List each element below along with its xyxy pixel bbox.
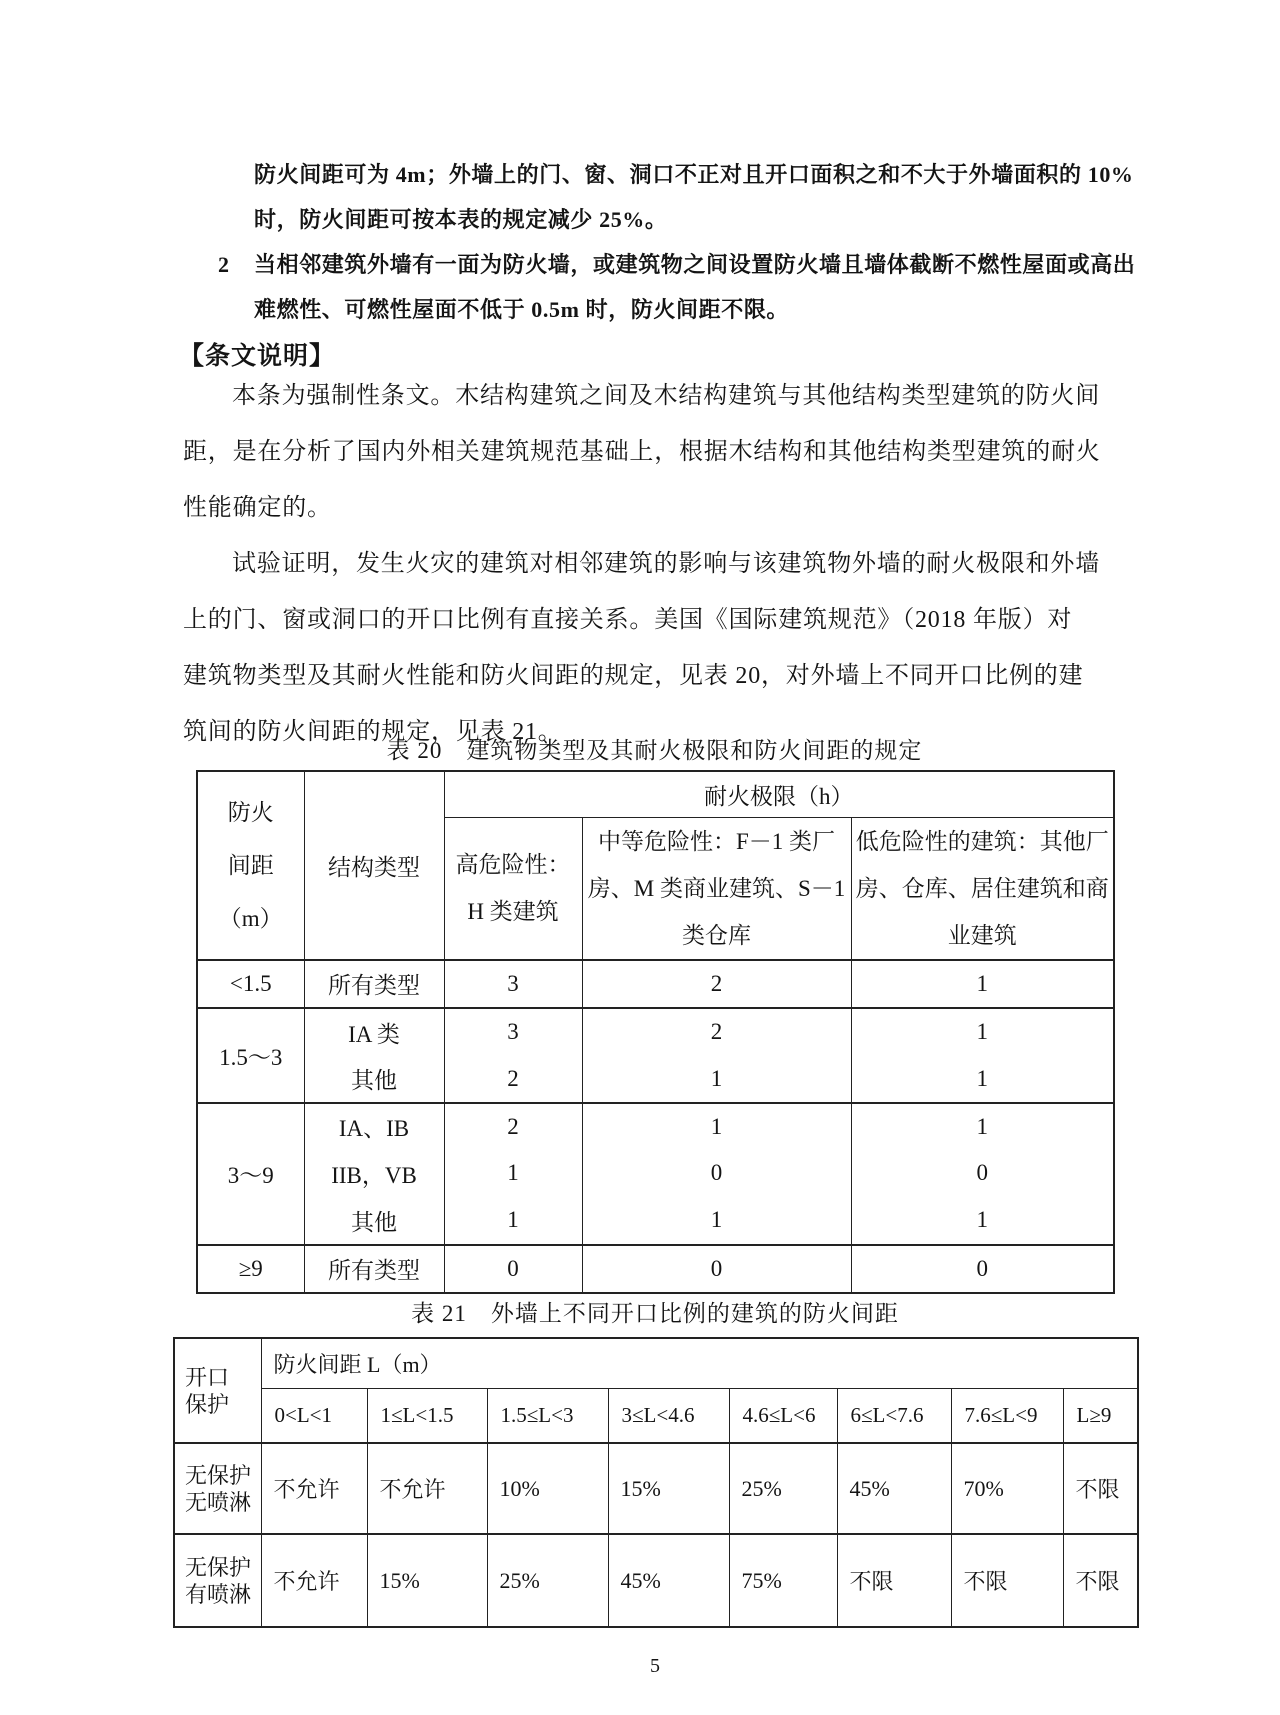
cell-type: IIB，VB <box>304 1150 444 1197</box>
range-header: 4.6≤L<6 <box>729 1388 837 1443</box>
range-header: 7.6≤L<9 <box>951 1388 1063 1443</box>
cell-value: 1 <box>851 1103 1114 1150</box>
header-line: 低危险性的建筑：其他厂 <box>855 828 1109 854</box>
cell-value: 0 <box>582 1150 851 1197</box>
cell-type: 所有类型 <box>304 960 444 1008</box>
cell-value: 0 <box>582 1245 851 1293</box>
cell-value: 2 <box>444 1103 582 1150</box>
cell-distance: ≥9 <box>197 1245 304 1293</box>
cell-value: 75% <box>729 1534 837 1627</box>
table21 <box>173 1337 1139 1628</box>
cell-value: 15% <box>608 1443 729 1534</box>
item-text: 当相邻建筑外墙有一面为防火墙，或建筑物之间设置防火墙且墙体截断不燃性屋面或高出 <box>254 252 1136 277</box>
cell-value: 2 <box>444 1056 582 1103</box>
paragraph <box>183 368 1123 536</box>
range-header: 1.5≤L<3 <box>487 1388 608 1443</box>
cell-value: 1 <box>851 1197 1114 1245</box>
table-row <box>197 1245 1114 1293</box>
cell-value: 2 <box>582 1008 851 1056</box>
cell-value: 1 <box>851 960 1114 1008</box>
paragraph-line: 试验证明，发生火灾的建筑对相邻建筑的影响与该建筑物外墙的耐火极限和外墙 <box>232 551 1100 577</box>
table20-header-fire-resistance: 耐火极限（h） <box>444 771 1114 817</box>
table20-title: 表 20 建筑物类型及其耐火极限和防火间距的规定 <box>386 738 923 763</box>
header-line: 中等危险性：F－1 类厂 <box>597 828 836 854</box>
table-row <box>197 1150 1114 1197</box>
cell-value: 1 <box>582 1197 851 1245</box>
cell-value: 3 <box>444 1008 582 1056</box>
table20 <box>196 770 1115 1294</box>
cell-value: 不限 <box>1063 1443 1138 1534</box>
cell-value: 1 <box>444 1150 582 1197</box>
table-row <box>174 1443 1138 1534</box>
table20-header-structure-type: 结构类型 <box>304 771 444 960</box>
paragraph-line: 建筑物类型及其耐火性能和防火间距的规定，见表 20，对外墙上不同开口比例的建 <box>183 663 1084 689</box>
cell-value: 70% <box>951 1443 1063 1534</box>
label-line: 无保护 <box>185 1462 252 1488</box>
table-row <box>197 1008 1114 1056</box>
range-header: 6≤L<7.6 <box>837 1388 951 1443</box>
header-line: 间距 <box>227 852 274 878</box>
header-line: 高危险性： <box>455 852 571 877</box>
table-row <box>197 1103 1114 1150</box>
cell-value: 2 <box>582 960 851 1008</box>
cell-value: 10% <box>487 1443 608 1534</box>
range-header: L≥9 <box>1063 1388 1138 1443</box>
cell-value: 25% <box>729 1443 837 1534</box>
cell-value: 0 <box>851 1150 1114 1197</box>
cell-value: 0 <box>851 1245 1114 1293</box>
cell-distance: 3～9 <box>197 1103 304 1245</box>
cell-distance: <1.5 <box>197 960 304 1008</box>
cell-type: 其他 <box>304 1056 444 1103</box>
label-line: 有喷淋 <box>185 1581 252 1607</box>
cell-value: 不限 <box>1063 1534 1138 1627</box>
cell-value: 25% <box>487 1534 608 1627</box>
table-row <box>197 1056 1114 1103</box>
cell-value: 3 <box>444 960 582 1008</box>
table21-span-header: 防火间距 L（m） <box>261 1338 1138 1388</box>
paragraph-line: 距，是在分析了国内外相关建筑规范基础上，根据木结构和其他结构类型建筑的耐火 <box>183 439 1101 465</box>
header-line: 防火 <box>227 799 274 825</box>
table20-header-distance <box>197 771 304 960</box>
header-line: （m） <box>218 905 283 931</box>
header-line: 类仓库 <box>682 922 751 948</box>
label-line: 无保护 <box>185 1554 252 1580</box>
header-line: H 类建筑 <box>467 899 559 924</box>
table20-subheader-medium-hazard <box>582 817 851 960</box>
cell-value: 不允许 <box>367 1443 487 1534</box>
cell-distance: 1.5～3 <box>197 1008 304 1103</box>
range-header: 0<L<1 <box>261 1388 367 1443</box>
header-line: 保护 <box>185 1391 230 1417</box>
cell-type: IA 类 <box>304 1008 444 1056</box>
cell-value: 不允许 <box>261 1443 367 1534</box>
row-label <box>174 1534 261 1627</box>
label-line: 无喷淋 <box>185 1489 252 1515</box>
cell-value: 45% <box>608 1534 729 1627</box>
normative-text-block <box>216 152 1136 332</box>
cell-value: 不限 <box>837 1534 951 1627</box>
table-row <box>197 1197 1114 1245</box>
range-header: 3≤L<4.6 <box>608 1388 729 1443</box>
cell-value: 不限 <box>951 1534 1063 1627</box>
table21-corner-header <box>174 1338 261 1443</box>
header-line: 业建筑 <box>947 922 1017 948</box>
cell-value: 1 <box>851 1008 1114 1056</box>
intro-line: 时，防火间距可按本表的规定减少 25%。 <box>254 207 668 232</box>
cell-value: 1 <box>582 1103 851 1150</box>
cell-type: IA、IB <box>304 1103 444 1150</box>
section-heading: 【条文说明】 <box>179 343 336 370</box>
cell-value: 1 <box>444 1197 582 1245</box>
table20-subheader-low-hazard <box>851 817 1114 960</box>
header-line: 房、M 类商业建筑、S－1 <box>587 875 846 901</box>
header-line: 开口 <box>185 1364 230 1390</box>
item-number: 2 <box>218 252 230 277</box>
table21-title: 表 21 外墙上不同开口比例的建筑的防火间距 <box>411 1301 899 1326</box>
cell-value: 1 <box>851 1056 1114 1103</box>
intro-line: 难燃性、可燃性屋面不低于 0.5m 时，防火间距不限。 <box>254 297 790 322</box>
cell-value: 15% <box>367 1534 487 1627</box>
cell-value: 45% <box>837 1443 951 1534</box>
cell-type: 其他 <box>304 1197 444 1245</box>
page-number: 5 <box>650 1655 660 1677</box>
paragraph-line: 性能确定的。 <box>183 495 332 521</box>
paragraph <box>183 536 1123 760</box>
cell-value: 1 <box>582 1056 851 1103</box>
paragraph-line: 筑间的防火间距的规定，见表 21。 <box>183 719 563 745</box>
paragraph-line: 本条为强制性条文。木结构建筑之间及木结构建筑与其他结构类型建筑的防火间 <box>232 383 1100 409</box>
range-header: 1≤L<1.5 <box>367 1388 487 1443</box>
row-label <box>174 1443 261 1534</box>
cell-value: 不允许 <box>261 1534 367 1627</box>
table-row <box>174 1534 1138 1627</box>
table20-subheader-high-hazard <box>444 817 582 960</box>
paragraph-line: 上的门、窗或洞口的开口比例有直接关系。美国《国际建筑规范》（2018 年版）对 <box>183 607 1073 633</box>
intro-line: 防火间距可为 4m；外墙上的门、窗、洞口不正对且开口面积之和不大于外墙面积的 10% <box>254 162 1134 187</box>
cell-type: 所有类型 <box>304 1245 444 1293</box>
table-row <box>197 960 1114 1008</box>
cell-value: 0 <box>444 1245 582 1293</box>
numbered-item <box>216 242 1136 287</box>
header-line: 房、仓库、居住建筑和商 <box>855 875 1109 901</box>
